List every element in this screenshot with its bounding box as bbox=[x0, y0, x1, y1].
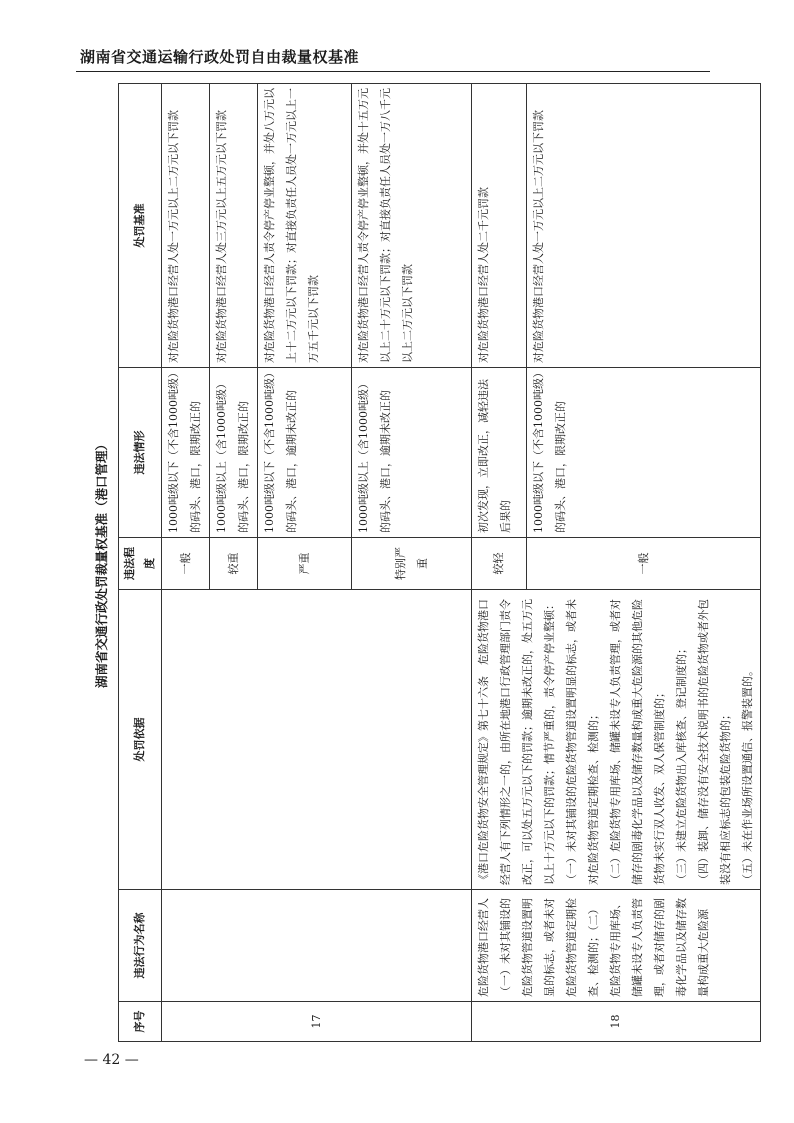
table-row bbox=[162, 84, 210, 1042]
basis-paragraph: 《港口危险货物安全管理规定》第七十六条 危险货物港口经营人有下列情形之一的，由所在地港口行政管理部门责令改正，可以处五万元以下的罚款；逾期未改正的，处五万元以上十万元以下的罚款；情节严重的，责令停产停业整顿： bbox=[477, 599, 556, 885]
basis-item: （五）未在作业场所设置通信、报警装置的。 bbox=[741, 665, 754, 885]
header-divider bbox=[76, 71, 710, 72]
seq-cell: 18 bbox=[472, 1002, 761, 1042]
rotated-table-area bbox=[92, 84, 754, 1042]
basis-cell bbox=[162, 590, 472, 890]
situation-cell: 1000吨级以下（不含1000吨级）的码头、港口，限期改正的 bbox=[527, 368, 761, 538]
degree-cell: 一般 bbox=[527, 538, 761, 590]
page-number: — 42 — bbox=[84, 1052, 139, 1068]
degree-cell: 特别严重 bbox=[352, 538, 472, 590]
situation-cell: 初次发现，立即改正，减轻违法后果的 bbox=[472, 368, 527, 538]
degree-cell: 较轻 bbox=[472, 538, 527, 590]
penalty-cell: 对危险货物港口经营人责令停产停业整顿，并处八万元以上十二万元以下罚款；对直接负责任人员处一万元以上一万五千元以下罚款 bbox=[258, 84, 352, 368]
table-header-row bbox=[119, 84, 162, 1042]
degree-cell: 严重 bbox=[258, 538, 352, 590]
basis-item: （一）未对其铺设的危险货物管道设置明显的标志，或者未对危险货物管道定期检查、检测的； bbox=[565, 599, 600, 885]
penalty-cell: 对危险货物港口经营人处三万元以上五万元以下罚款 bbox=[210, 84, 258, 368]
basis-item: （二）危险货物专用库场、储罐未设专人负责管理，或者对储存的剧毒化学品以及储存数量构成重大危险源的其他危险货物未实行双人收发、双人保管制度的； bbox=[609, 599, 666, 885]
penalty-cell: 对危险货物港口经营人处二千元罚款 bbox=[472, 84, 527, 368]
seq-cell: 17 bbox=[162, 1002, 472, 1042]
violation-name-cell bbox=[162, 890, 472, 1002]
situation-cell: 1000吨级以下（不含1000吨级）的码头、港口，逾期未改正的 bbox=[258, 368, 352, 538]
col-header-name: 违法行为名称 bbox=[119, 890, 162, 1002]
col-header-situation: 违法情形 bbox=[119, 368, 162, 538]
degree-cell: 一般 bbox=[162, 538, 210, 590]
penalty-cell: 对危险货物港口经营人处一万元以上二万元以下罚款 bbox=[162, 84, 210, 368]
penalty-cell: 对危险货物港口经营人处一万元以上二万元以下罚款 bbox=[527, 84, 761, 368]
situation-cell: 1000吨级以上（含1000吨级）的码头、港口，限期改正的 bbox=[210, 368, 258, 538]
rotated-content bbox=[92, 84, 754, 1042]
col-header-seq: 序号 bbox=[119, 1002, 162, 1042]
table-title: 湖南省交通行政处罚裁量权基准（港口管理） bbox=[94, 438, 109, 689]
penalty-table bbox=[118, 83, 761, 1042]
penalty-cell: 对危险货物港口经营人责令停产停业整顿，并处十五万元以上二十万元以下罚款；对直接负责任人员处一万八千元以上二万元以下罚款 bbox=[352, 84, 472, 368]
col-header-degree: 违法程度 bbox=[119, 538, 162, 590]
header-title: 湖南省交通运输行政处罚自由裁量权基准 bbox=[80, 48, 360, 66]
basis-item: （三）未建立危险货物出入库核查、登记制度的； bbox=[675, 643, 688, 885]
situation-cell: 1000吨级以上（含1000吨级）的码头、港口，逾期未改正的 bbox=[352, 368, 472, 538]
basis-item: （四）装卸、储存没有安全技术说明书的危险货物或者外包装没有相应标志的包装危险货物的； bbox=[697, 599, 732, 885]
table-row bbox=[472, 84, 527, 1042]
situation-cell: 1000吨级以下（不含1000吨级）的码头、港口，限期改正的 bbox=[162, 368, 210, 538]
violation-name-cell: 危险货物港口经营人（一）未对其铺设的危险货物管道设置明显的标志，或者未对危险货物管道定期检查、检测的；（二）危险货物专用库场、储罐未设专人负责管理，或者对储存的剧毒化学品以及储存数量构成重大危险源 bbox=[472, 890, 761, 1002]
col-header-penalty: 处罚基准 bbox=[119, 84, 162, 368]
col-header-basis: 处罚依据 bbox=[119, 590, 162, 890]
basis-cell bbox=[472, 590, 761, 890]
degree-cell: 较重 bbox=[210, 538, 258, 590]
